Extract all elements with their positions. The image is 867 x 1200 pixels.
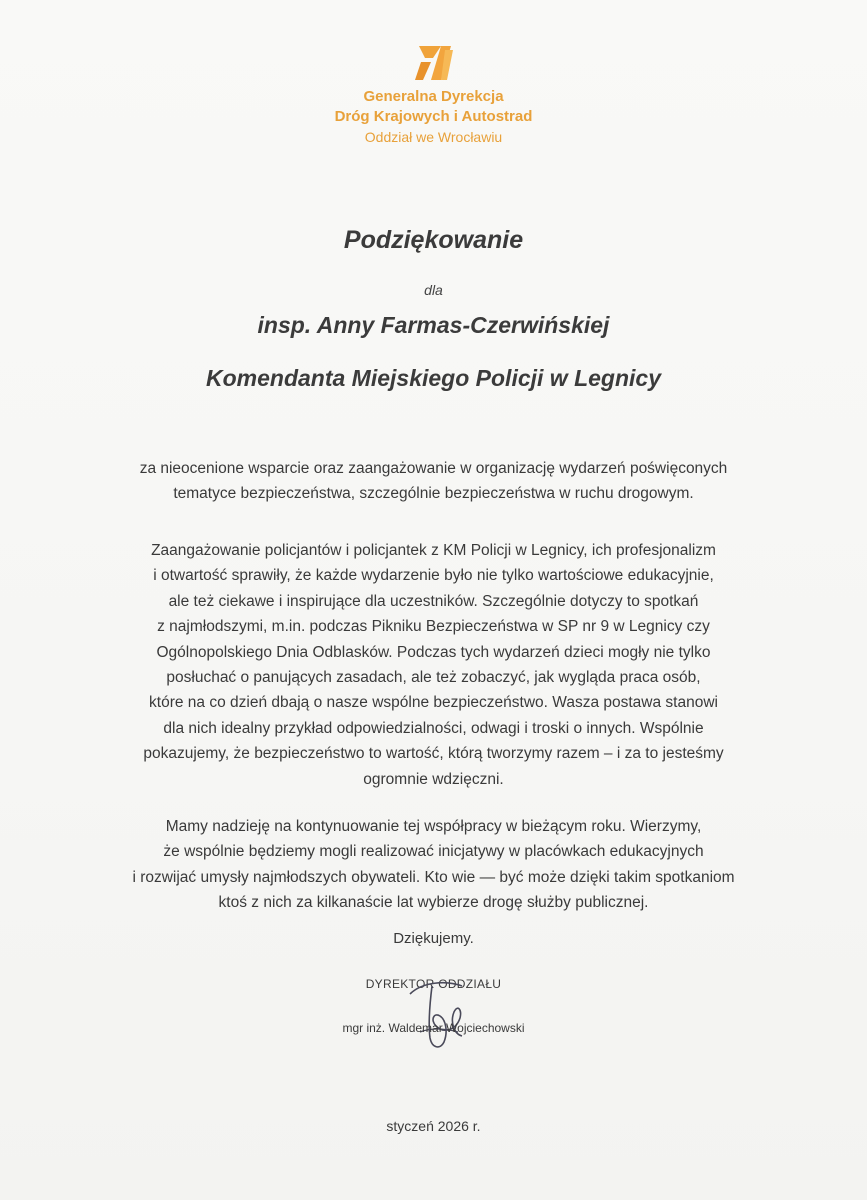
paragraph-line: za nieocenione wsparcie oraz zaangażowanie w organizację wydarzeń poświęconych [139,460,728,477]
recipient-position: Komendanta Miejskiego Policji w Legnicy [206,365,661,391]
paragraph-line: ale też ciekawe i inspirujące dla uczestników. Szczególnie dotyczy to spotkań [168,592,699,610]
closing-text: Dziękujemy. [393,930,474,947]
org-branch: Oddział we Wrocławiu [364,129,503,145]
paragraph-line: i otwartość sprawiły, że każde wydarzenie było nie tylko wartościowe edukacyjnie, [153,567,714,585]
paragraph-line: z najmłodszymi, m.in. podczas Pikniku Bezpieczeństwa w SP nr 9 w Legnicy czy [157,618,710,636]
handwritten-signature [400,972,480,1062]
paragraph-line: ogromnie wdzięczni. [363,770,504,788]
letterhead [0,40,867,147]
org-name-line-1: Generalna Dyrekcja [363,88,504,105]
paragraph-1 [90,456,777,507]
letter-date: styczeń 2026 r. [386,1118,481,1134]
paragraph-line: ktoś z nich za kilkanaście lat wybierze drogę służby publicznej. [218,894,649,912]
letter-for: dla [424,282,443,298]
paragraph-line: Mamy nadzieję na kontynuowanie tej współpracy w bieżącym roku. Wierzymy, [165,818,702,835]
paragraph-line: że wspólnie będziemy mogli realizować inicjatywy w placówkach edukacyjnych [163,843,704,861]
paragraph-line: Zaangażowanie policjantów i policjantek z KM Policji w Legnicy, ich profesjonalizm [151,542,716,559]
paragraph-line: Ogólnopolskiego Dnia Odblasków. Podczas tych wydarzeń dzieci mogły nie tylko [156,643,711,661]
paragraph-line: tematyce bezpieczeństwa, szczególnie bezpieczeństwa w ruchu drogowym. [173,485,694,503]
paragraph-line: pokazujemy, że bezpieczeństwo to wartość, którą tworzymy razem – i za to jesteśmy [143,745,724,763]
paragraph-3 [90,814,777,916]
gddkia-logo-icon [411,40,457,86]
recipient-name: insp. Anny Farmas-Czerwińskiej [257,312,610,338]
paragraph-line: dla nich idealny przykład odpowiedzialności, odwagi i troski o innych. Wspólnie [163,719,704,737]
paragraph-line: które na co dzień dbają o nasze wspólne bezpieczeństwo. Wasza postawa stanowi [149,694,718,712]
signatory-name: mgr inż. Waldemar Wojciechowski [342,1021,525,1035]
signatory-title: DYREKTOR ODDZIAŁU [365,977,502,991]
paragraph-2 [90,538,777,792]
org-name-line-2: Dróg Krajowych i Autostrad [334,108,533,125]
letter-title: Podziękowanie [343,226,524,254]
paragraph-line: posłuchać o panujących zasadach, ale też zobaczyć, jak wygląda praca osób, [166,669,701,687]
paragraph-line: i rozwijać umysły najmłodszych obywateli. Kto wie — być może dzięki takim spotkaniom [132,868,735,886]
